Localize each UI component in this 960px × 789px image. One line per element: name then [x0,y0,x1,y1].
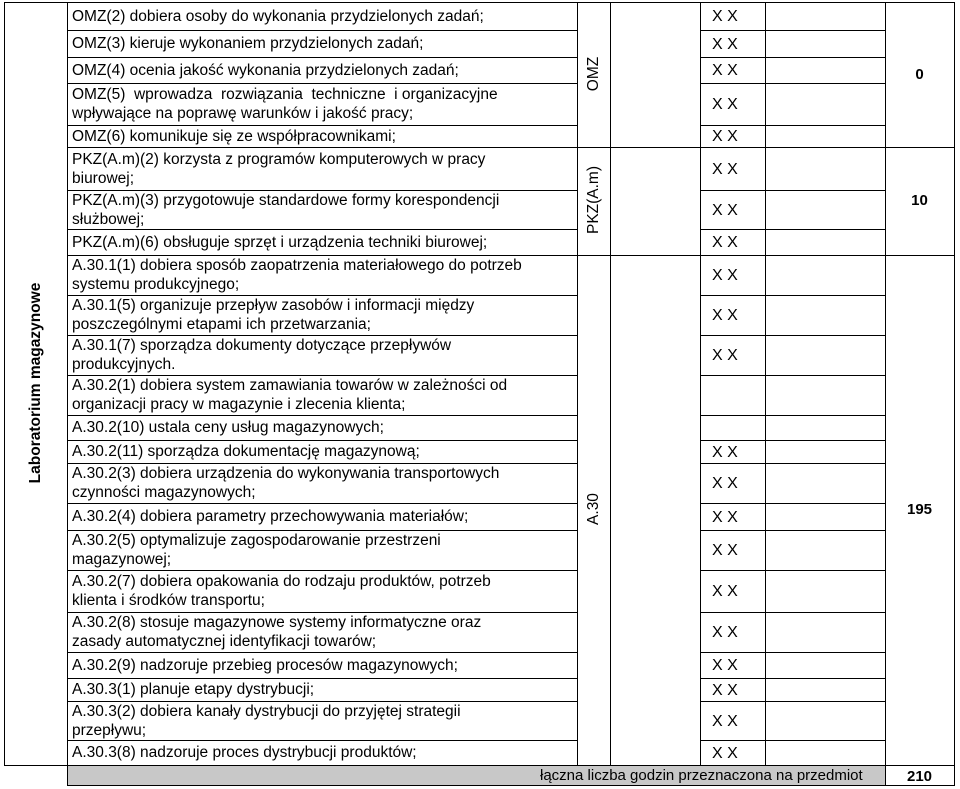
row-description: A.30.1(7) sporządza dokumenty dotyczące przepływów [72,337,452,354]
group-border [885,2,955,3]
row-description: PKZ(A.m)(2) korzysta z programów komputerowych w pracy [72,150,486,168]
row-border [700,255,886,256]
row-border [700,83,886,84]
objective-mark: X X [712,443,738,461]
objective-mark: X X [712,475,738,492]
row-description: poszczególnymi etapami ich przetwarzania; [72,316,371,333]
row-border [67,229,578,230]
objective-mark: X X [712,62,738,79]
objective-mark: X X [712,347,738,364]
group-label: A.30 [584,493,602,525]
row-border [700,57,886,58]
row-description: zasady automatycznej identyfikacji towarów; [72,633,377,650]
table-left-border [4,2,5,766]
row-border [700,530,886,531]
row-border [67,147,578,148]
row-description: magazynowej; [72,551,172,568]
row-description: A.30.3(1) planuje etapy dystrybucji; [72,681,315,698]
table-bottom-border [67,785,955,786]
row-border [700,229,886,230]
row-description: A.30.2(8) stosuje magazynowe systemy informatyczne oraz [72,614,482,631]
row-border [700,570,886,571]
row-border [67,415,578,416]
row-border [700,295,886,296]
row-border [67,570,578,571]
row-description: A.30.2(3) dobiera urządzenia do wykonywania transportowych [72,465,500,482]
row-description: OMZ(6) komunikuje się ze współpracownikami; [72,127,396,145]
row-border [67,652,578,653]
row-description: A.30.2(9) nadzoruje przebieg procesów magazynowych; [72,656,458,674]
row-border [700,30,886,31]
row-border [700,147,886,148]
row-description: produkcyjnych. [72,356,176,373]
objective-mark: X X [712,307,738,324]
row-description: czynności magazynowych; [72,484,256,501]
module-name: Laboratorium magazynowe [26,282,44,483]
row-description: systemu produkcyjnego; [72,276,240,293]
row-description: OMZ(5) wprowadza rozwiązania techniczne i organizacyjne [72,86,498,103]
row-description: klienta i środków transportu; [72,592,265,609]
total-hours-value: 210 [906,768,933,785]
row-description: A.30.2(5) optymalizuje zagospodarowanie przestrzeni [72,532,441,549]
row-border [67,57,578,58]
row-description: wpływające na poprawę warunków i jakość pracy; [72,105,414,122]
row-border [700,652,886,653]
row-border [700,375,886,376]
objective-mark: X X [712,160,738,178]
row-description: A.30.2(11) sporządza dokumentację magazynową; [72,443,420,460]
row-border [67,503,578,504]
objective-mark: X X [712,508,738,526]
row-border [700,190,886,191]
module-bottom-border [4,765,68,766]
row-border [700,415,886,416]
group-label: OMZ [584,56,602,91]
row-description: A.30.2(1) dobiera system zamawiania towarów w zależności od [72,377,508,394]
row-border [67,765,578,766]
row-border [67,440,578,441]
objective-mark: X X [712,201,738,219]
objective-mark: X X [712,234,738,251]
module-column-border [67,2,68,786]
group-border [885,147,955,148]
mark-column-border [700,2,701,766]
row-border [67,30,578,31]
row-description: A.30.2(7) dobiera opakowania do rodzaju produktów, potrzeb [72,573,491,590]
table-top-border [4,2,68,3]
group-label: PKZ(A.m) [584,165,602,235]
objective-mark: X X [712,744,738,762]
row-description: organizacji pracy w magazynie i zlecenia klienta; [72,396,406,413]
row-border [67,2,578,3]
objective-mark: X X [712,8,738,25]
objective-mark: X X [712,542,738,559]
row-description: PKZ(A.m)(3) przygotowuje standardowe formy korespondencji [72,191,500,209]
group-border [885,255,955,256]
table-right-border [954,2,955,786]
row-border [67,678,578,679]
row-description: A.30.3(8) nadzoruje proces dystrybucji produktów; [72,744,417,761]
row-border [700,463,886,464]
objective-mark: X X [712,128,738,145]
group-column-border [610,2,611,766]
row-border [700,440,886,441]
row-border [700,335,886,336]
row-description: służbowej; [72,210,145,228]
row-description: przepływu; [72,721,147,739]
objective-mark: X X [712,35,738,53]
row-description: biurowej; [72,169,135,187]
group-border [885,765,955,766]
description-column-border [577,2,578,766]
objective-mark: X X [712,657,738,674]
row-border [700,701,886,702]
row-description: OMZ(2) dobiera osoby do wykonania przydzielonych zadań; [72,7,484,25]
row-description: PKZ(A.m)(6) obsługuje sprzęt i urządzenia techniki biurowej; [72,233,488,251]
row-border [700,678,886,679]
row-border [700,503,886,504]
mark-column-border [765,2,766,766]
row-border [67,740,578,741]
group-hours: 0 [915,65,924,83]
objective-mark: X X [712,583,738,600]
objective-mark: X X [712,96,738,113]
objective-mark: X X [712,712,738,730]
row-description: A.30.3(2) dobiera kanały dystrybucji do przyjętej strategii [72,702,461,720]
row-description: A.30.2(4) dobiera parametry przechowywania materiałów; [72,508,469,525]
objective-mark: X X [712,267,738,284]
group-border [577,2,701,3]
row-border [700,612,886,613]
row-border [700,2,886,3]
group-hours: 10 [911,192,928,209]
row-description: A.30.2(10) ustala ceny usług magazynowych; [72,419,384,436]
row-description: OMZ(3) kieruje wykonaniem przydzielonych zadań; [72,35,424,52]
row-border [700,740,886,741]
row-description: A.30.1(5) organizuje przepływ zasobów i informacji między [72,297,475,314]
row-description: A.30.1(1) dobiera sposób zaopatrzenia materiałowego do potrzeb [72,257,522,274]
hours-column-border [885,2,886,786]
group-hours: 195 [906,501,933,518]
total-hours-label: łączna liczba godzin przeznaczona na przedmiot [540,767,863,784]
objective-mark: X X [712,624,738,641]
row-description: OMZ(4) ocenia jakość wykonania przydzielonych zadań; [72,61,459,79]
row-border [67,83,578,84]
row-border [700,125,886,126]
objective-mark: X X [712,681,738,699]
